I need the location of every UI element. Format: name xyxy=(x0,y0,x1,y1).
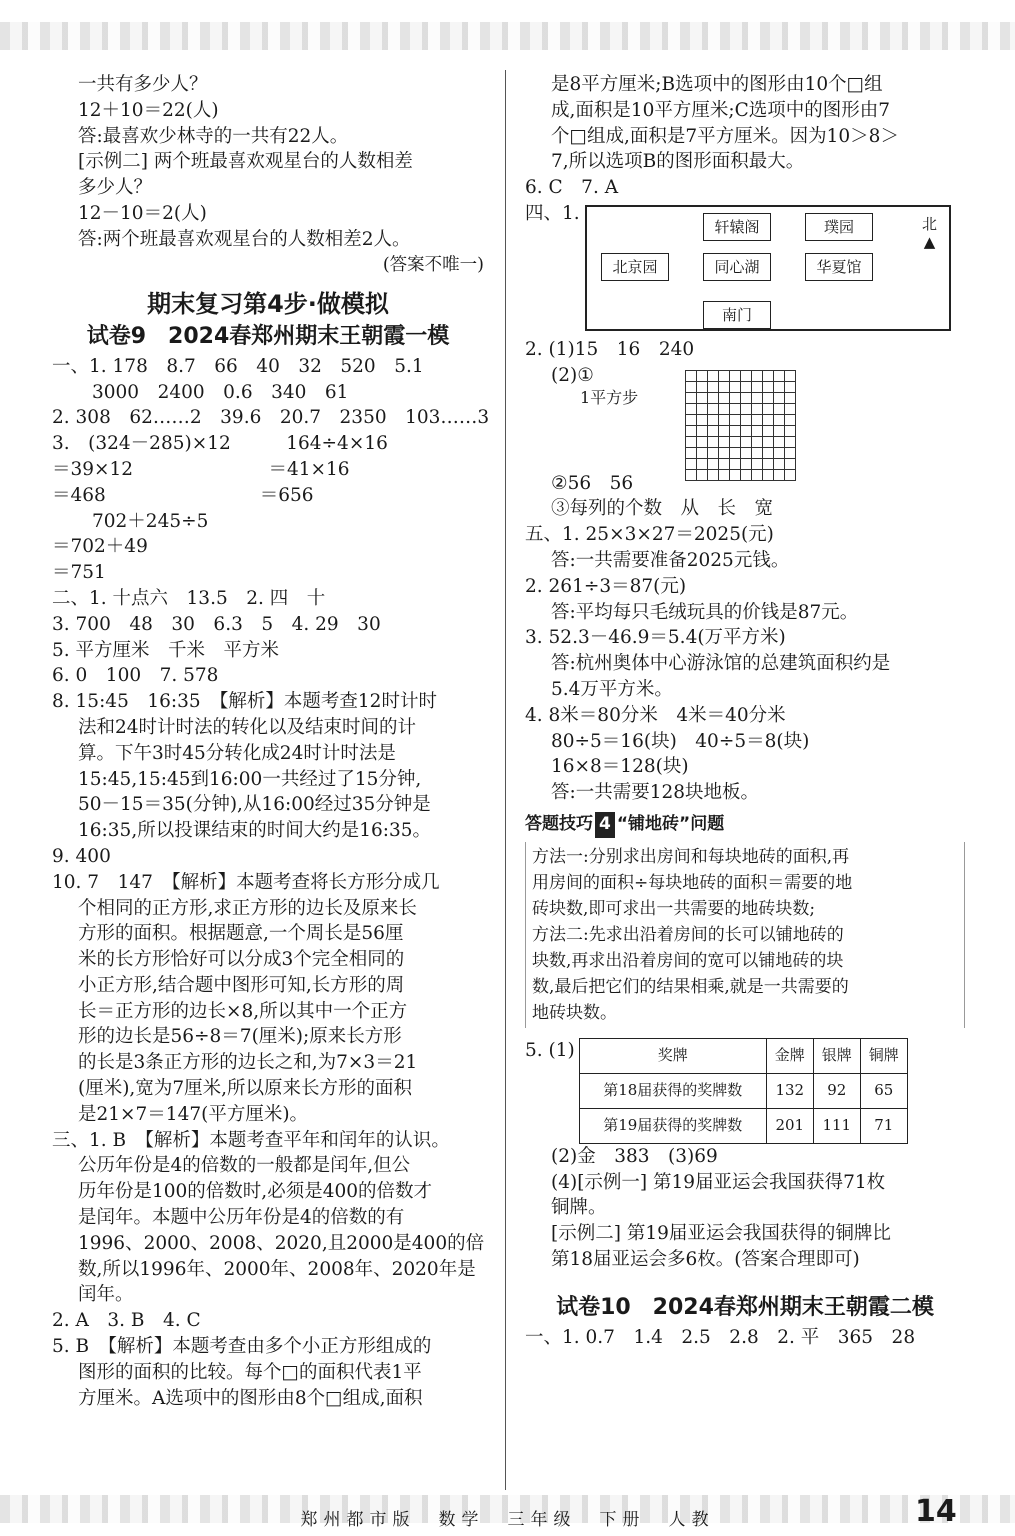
q67-line: 6. C 7. A xyxy=(525,177,619,199)
q5-line: 5. B 【解析】本题考查由多个小正方形组成的 xyxy=(52,1336,432,1358)
q3-line: 702＋245÷5 xyxy=(92,510,209,532)
park-map xyxy=(585,205,951,331)
part5-line: 五、1. 25×3×27＝2025(元) xyxy=(525,524,774,546)
q5-block xyxy=(525,1038,965,1144)
part2-line: 6. 0 100 7. 578 xyxy=(52,665,219,687)
map-label-puyuan: 璞园 xyxy=(805,213,873,241)
q5-line: 方厘米。A选项中的图形由8个□组成,面积 xyxy=(78,1387,423,1409)
q8-line: 算。下午3时45分转化成24时计时法是 xyxy=(78,742,396,764)
q8-line: 50－15＝35(分钟),从16:00经过35分钟是 xyxy=(78,794,431,816)
q10-line: 小正方形,结合题中图形可知,长方形的周 xyxy=(78,974,405,996)
q1-line: 一、1. 178 8.7 66 40 32 520 5.1 xyxy=(52,355,424,377)
text-line: [示例二] 两个班最喜欢观星台的人数相差 xyxy=(78,151,413,173)
text-line: 一共有多少人？ xyxy=(78,74,208,95)
medal-table xyxy=(579,1038,908,1144)
tip-number: 4 xyxy=(595,812,615,838)
q3-line: 3. (324－285)×12 164÷4×16 xyxy=(52,433,388,455)
part3-line: 是闰年。本题中公历年份是4的倍数的有 xyxy=(78,1207,405,1229)
part5-line: 答:一共需要128块地板。 xyxy=(551,782,760,804)
part4-label: 四、1. xyxy=(525,202,580,224)
text-line: 12＋10＝22(人) xyxy=(78,99,219,121)
column-divider xyxy=(505,70,506,1490)
q10-line: 长＝正方形的边长×8,所以其中一个正方 xyxy=(78,1000,408,1022)
q5-line: 图形的面积的比较。每个□的面积代表1平 xyxy=(78,1361,422,1383)
tip-line: 方法一:分别求出房间和每块地砖的面积,再 xyxy=(532,846,850,867)
q10-line: 是21×7＝147(平方厘米)。 xyxy=(78,1103,309,1125)
q10-line: 米的长方形恰好可以分成3个完全相同的 xyxy=(78,949,405,971)
part3-line: 1996、2000、2008、2020,且2000是400的倍 xyxy=(78,1232,485,1254)
q2d-line: ③每列的个数 从 长 宽 xyxy=(551,498,774,520)
part3-line: 三、1. B 【解析】本题考查平年和闰年的认识。 xyxy=(52,1129,450,1151)
text-line: 成,面积是10平方厘米;C选项中的图形由7 xyxy=(551,99,891,121)
q234-line: 2. A 3. B 4. C xyxy=(52,1310,201,1332)
part2-line: 二、1. 十点六 13.5 2. 四 十 xyxy=(52,587,326,609)
answer-note: (答案不唯一) xyxy=(382,254,484,275)
map-label-tongxinhu: 同心湖 xyxy=(703,253,771,281)
paper-title: 试卷9 2024春郑州期末王朝霞一模 xyxy=(86,323,450,349)
table-row: 奖牌 金牌 银牌 铜牌 xyxy=(579,1038,907,1073)
text-line: 答:两个班最喜欢观星台的人数相差2人。 xyxy=(78,228,411,250)
tip-box xyxy=(525,842,965,1028)
tip-line: 地砖块数。 xyxy=(532,1002,617,1023)
q1-line: 3000 2400 0.6 340 61 xyxy=(92,381,349,403)
text-line: 12－10＝2(人) xyxy=(78,202,207,224)
left-column xyxy=(52,72,490,1411)
table-row: 第18届获得的奖牌数 132 92 65 xyxy=(579,1073,907,1108)
part5-line: 3. 52.3－46.9＝5.4(万平方米) xyxy=(525,627,786,649)
part5-line: 答:杭州奥体中心游泳馆的总建筑面积约是 xyxy=(551,653,891,675)
q5-line: (4)[示例一] 第19届亚运会我国获得71枚 xyxy=(551,1171,886,1193)
q10-line: 10. 7 147 【解析】本题考查将长方形分成几 xyxy=(52,871,440,893)
text-line: 个□组成,面积是7平方厘米。因为10＞8＞ xyxy=(551,125,899,147)
part5-line: 4. 8米＝80分米 4米＝40分米 xyxy=(525,704,786,726)
part5-line: 80÷5＝16(块) 40÷5＝8(块) xyxy=(551,730,810,752)
q5-line: 铜牌。 xyxy=(551,1197,607,1219)
grid-squares xyxy=(685,371,795,481)
q8-line: 法和24时计时法的转化以及结束时间的计 xyxy=(78,716,417,738)
q5-label: 5. (1) xyxy=(525,1039,575,1061)
q8-line: 8. 15:45 16:35 【解析】本题考查12时计时 xyxy=(52,691,437,713)
part2-line: 3. 700 48 30 6.3 5 4. 29 30 xyxy=(52,613,381,635)
text-line: 7,所以选项B的图形面积最大。 xyxy=(551,151,805,173)
page-number: 14 xyxy=(915,1494,957,1529)
q2b-label: (2)① xyxy=(551,364,594,386)
part3-line: 闰年。 xyxy=(78,1284,134,1306)
unit-label: 1平方步 xyxy=(580,387,639,407)
q2-line: 2. 308 62……2 39.6 20.7 2350 103……3 xyxy=(52,407,490,429)
part3-line: 数,所以1996年、2000年、2008年、2020年是 xyxy=(78,1258,476,1280)
part5-line: 2. 261÷3＝87(元) xyxy=(525,575,687,597)
table-row: 第19届获得的奖牌数 201 111 71 xyxy=(579,1108,907,1143)
q10-line: (厘米),宽为7厘米,所以原来长方形的面积 xyxy=(78,1078,412,1100)
tip-line: 数,最后把它们的结果相乘,就是一共需要的 xyxy=(532,976,849,997)
tip-line: 用房间的面积÷每块地砖的面积＝需要的地 xyxy=(532,872,853,893)
section-title: 期末复习第4步·做模拟 xyxy=(147,290,389,319)
q2c-line: ②56 56 xyxy=(551,472,634,494)
q10-line: 形的边长是56÷8＝7(厘米);原来长方形 xyxy=(78,1026,402,1048)
text-line: 答:最喜欢少林寺的一共有22人。 xyxy=(78,125,349,147)
q10-line: 个相同的正方形,求正方形的边长及原来长 xyxy=(78,897,417,919)
part5-line: 答:平均每只毛绒玩具的价钱是87元。 xyxy=(551,601,859,623)
q8-line: 16:35,所以投课结束的时间大约是16:35。 xyxy=(78,820,432,842)
q9-line: 9. 400 xyxy=(52,845,111,867)
q2a-line: 2. (1)15 16 240 xyxy=(525,338,695,360)
left-top-block xyxy=(52,72,484,253)
map-label-huaxiaguan: 华夏馆 xyxy=(805,253,873,281)
north-arrow-icon: 北 ▲ xyxy=(921,214,937,251)
map-label-nanmen: 南门 xyxy=(703,301,771,329)
tip-line: 方法二:先求出沿着房间的长可以铺地砖的 xyxy=(532,924,844,945)
map-label-xuanyuan: 轩辕阁 xyxy=(703,213,771,241)
part3-line: 历年份是100的倍数时,必须是400的倍数才 xyxy=(78,1181,433,1203)
paper-title: 试卷10 2024春郑州期末王朝霞二模 xyxy=(556,1294,934,1320)
tip-line: 砖块数,即可求出一共需要的地砖块数; xyxy=(532,898,816,919)
q3-line: ＝39×12 ＝41×16 xyxy=(52,458,350,480)
part5-line: 答:一共需要准备2025元钱。 xyxy=(551,549,790,571)
part5-line: 5.4万平方米。 xyxy=(551,678,673,700)
text-line: 多少人？ xyxy=(78,177,153,199)
grid-figure xyxy=(525,363,965,471)
right-column xyxy=(525,72,965,1350)
last-line: 一、1. 0.7 1.4 2.5 2.8 2. 平 365 28 xyxy=(525,1326,916,1348)
q3-line: ＝702＋49 xyxy=(52,536,148,558)
header-decoration xyxy=(0,22,1015,50)
q3-line: ＝751 xyxy=(52,562,106,584)
q10-line: 的长是3条正方形的边长之和,为7×3＝21 xyxy=(78,1052,418,1074)
part2-line: 5. 平方厘米 千米 平方米 xyxy=(52,639,280,661)
q5-line: 第18届亚运会多6枚。(答案合理即可) xyxy=(551,1248,860,1270)
tip-header: 答题技巧 4 “铺地砖”问题 xyxy=(525,812,965,838)
q5-line: (2)金 383 (3)69 xyxy=(551,1145,718,1167)
q10-line: 方形的面积。根据题意,一个周长是56厘 xyxy=(78,923,404,945)
q8-line: 15:45,15:45到16:00一共经过了15分钟, xyxy=(78,768,422,790)
q5-line: [示例二] 第19届亚运会我国获得的铜牌比 xyxy=(551,1223,891,1245)
footer-text: 郑州都市版 数学 三年级 下册 人教 xyxy=(300,1510,715,1530)
q3-line: ＝468 ＝656 xyxy=(52,484,314,506)
tip-line: 块数,再求出沿着房间的宽可以铺地砖的块 xyxy=(532,950,844,971)
part3-line: 公历年份是4的倍数的一般都是闰年,但公 xyxy=(78,1155,411,1177)
text-line: 是8平方厘米;B选项中的图形由10个□组 xyxy=(551,74,883,95)
map-label-beijingyuan: 北京园 xyxy=(601,253,669,281)
part5-line: 16×8＝128(块) xyxy=(551,756,689,778)
